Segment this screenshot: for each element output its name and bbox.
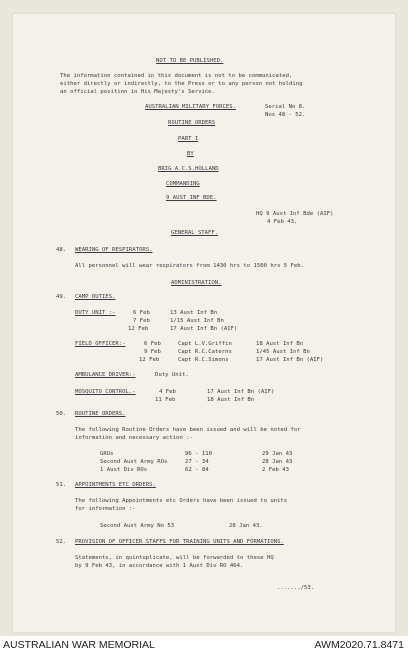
item-text: information and necessary action :- <box>75 435 193 441</box>
duty-date: 7 Feb <box>133 318 150 324</box>
section-general-staff: GENERAL STAFF. <box>171 230 219 236</box>
item-title: ROUTINE ORDERS. <box>75 411 126 417</box>
notice-line: either directly or indirectly, to the Press or to any person not holding <box>60 81 303 87</box>
notice-line: The information contained in this document is not to be communicated, <box>60 73 293 79</box>
order-date: 4 Feb 43. <box>267 219 298 225</box>
commander-name: BRIG A.C.S.HOLLAND <box>158 166 219 172</box>
force-title: AUSTRALIAN MILITARY FORCES. <box>145 104 236 110</box>
hq-line: HQ 9 Aust Inf Bde (AIF) <box>256 211 334 217</box>
section-administration: ADMINISTRATION. <box>171 280 222 286</box>
field-unit: 17 Aust Inf Bn (AIF) <box>256 357 324 363</box>
field-officer-label: FIELD OFFICER:- <box>75 341 126 347</box>
orders-title: ROUTINE ORDERS <box>168 120 216 126</box>
ro-date: 2 Feb 43 <box>262 467 289 473</box>
archive-reference: AWM2020.71.8471 <box>314 639 404 651</box>
restriction-heading: NOT TO BE PUBLISHED. <box>156 58 224 64</box>
notice-line: an official position in His Majesty's Service. <box>60 89 215 95</box>
duty-date: 6 Feb <box>133 310 150 316</box>
item-number: 51. <box>56 482 67 488</box>
ro-range: 27 - 34 <box>185 459 209 465</box>
mosquito-date: 11 Feb <box>155 397 176 403</box>
ro-name: GROs <box>100 451 114 457</box>
item-number: 49. <box>56 294 67 300</box>
commanding-label: COMMANDING <box>166 181 200 187</box>
ambulance-value: Duty Unit. <box>155 372 189 378</box>
duty-date: 12 Feb <box>128 326 149 332</box>
ro-range: 62 - 84 <box>185 467 209 473</box>
field-date: 6 Feb <box>144 341 161 347</box>
duty-unit-label: DUTY UNIT :- <box>75 310 116 316</box>
item-number: 52. <box>56 539 67 545</box>
duty-unit: 13 Aust Inf Bn <box>170 310 218 316</box>
appointment-name: Second Aust Army No 53 <box>100 523 175 529</box>
ro-range: 96 - 110 <box>185 451 212 457</box>
by-label: BY <box>187 151 194 157</box>
mosquito-unit: 17 Aust Inf Bn (AIF) <box>207 389 275 395</box>
serial-number: Serial No 8. <box>265 104 306 110</box>
continuation-mark: ......./53. <box>277 585 315 591</box>
mosquito-unit: 18 Aust Inf Bn <box>207 397 255 403</box>
archive-footer <box>0 636 408 653</box>
duty-unit: 17 Aust Inf Bn (AIF) <box>170 326 238 332</box>
item-text: The following Appointments etc Orders have been issued to units <box>75 498 288 504</box>
item-text: The following Routine Orders have been issued and will be noted for <box>75 427 301 433</box>
ro-date: 28 Jan 43 <box>262 459 293 465</box>
item-number: 50. <box>56 411 67 417</box>
mosquito-label: MOSQUITO CONTROL.- <box>75 389 136 395</box>
item-title: APPOINTMENTS ETC ORDERS. <box>75 482 156 488</box>
field-date: 9 Feb <box>144 349 161 355</box>
serial-range: Nos 48 - 52. <box>265 112 306 118</box>
field-officer: Capt R.C.Simons <box>178 357 229 363</box>
item-title: PROVISION OF OFFICER STAFFS FOR TRAINING UNITS AND FORMATIONS. <box>75 539 284 545</box>
field-unit: 1/45 Aust Inf Bn <box>256 349 310 355</box>
field-officer: Capt R.C.Caterns <box>178 349 232 355</box>
item-text: by 9 Feb 43, in accordance with 1 Aust Div RO 464. <box>75 563 244 569</box>
field-officer: Capt L.V.Griffin <box>178 341 232 347</box>
item-number: 48. <box>56 247 67 253</box>
ro-name: 1 Aust Div ROs <box>100 467 148 473</box>
field-unit: 18 Aust Inf Bn <box>256 341 304 347</box>
appointment-date: 28 Jan 43. <box>229 523 263 529</box>
item-text: for information :- <box>75 506 136 512</box>
item-title: CAMP DUTIES. <box>75 294 116 300</box>
item-text: All personnel will wear respirators from 1430 hrs to 1500 hrs 5 Feb. <box>75 263 305 269</box>
ro-date: 29 Jan 43 <box>262 451 293 457</box>
ro-name: Second Aust Army ROs <box>100 459 168 465</box>
item-title: WEARING OF RESPIRATORS. <box>75 247 153 253</box>
duty-unit: 1/15 Aust Inf Bn <box>170 318 224 324</box>
field-date: 12 Feb <box>139 357 160 363</box>
part-title: PART I <box>178 136 199 142</box>
item-text: Statements, in quintuplicate, will be forwarded to these HQ <box>75 555 274 561</box>
mosquito-date: 4 Feb <box>159 389 176 395</box>
ambulance-label: AMBULANCE DRIVER:- <box>75 372 136 378</box>
archive-name: AUSTRALIAN WAR MEMORIAL <box>3 639 155 651</box>
unit-title: 9 AUST INF BDE. <box>166 195 217 201</box>
